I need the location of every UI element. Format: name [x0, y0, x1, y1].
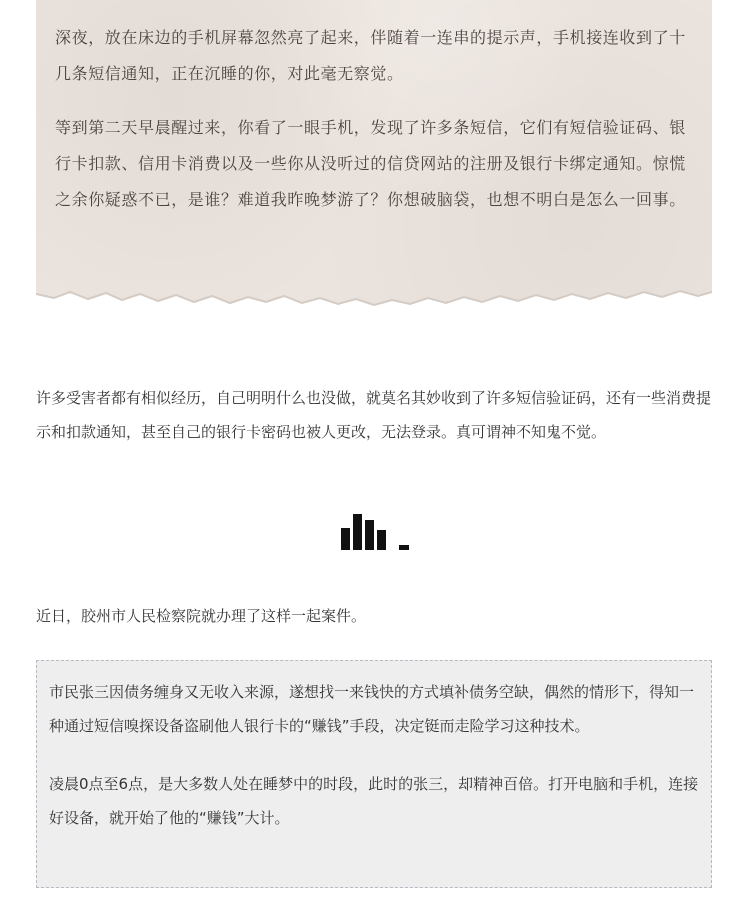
- quote-paragraph: 市民张三因债务缠身又无收入来源，遂想找一来钱快的方式填补债务空缺，偶然的情形下，得知一种通过短信嗅探设备盗刷他人银行卡的“赚钱”手段，决定铤而走险学习这种技术。: [49, 683, 695, 735]
- quote-paragraph: 凌晨0点至6点，是大多数人处在睡梦中的时段，此时的张三，却精神百倍。打开电脑和手机，连接好设备，就开始了他的“赚钱”大计。: [49, 775, 699, 827]
- case-quote-box: [36, 660, 712, 888]
- paper-paragraph: 深夜，放在床边的手机屏幕忽然亮了起来，伴随着一连串的提示声，手机接连收到了十几条短信通知，正在沉睡的你，对此毫无察觉。: [55, 28, 686, 83]
- intro-paragraph: 许多受害者都有相似经历，自己明明什么也没做，就莫名其妙收到了许多短信验证码，还有一些消费提示和扣款通知，甚至自己的银行卡密码也被人更改，无法登录。真可谓神不知鬼不觉。: [36, 389, 712, 441]
- case-intro-paragraph: 近日，胶州市人民检察院就办理了这样一起案件。: [36, 607, 367, 625]
- paper-paragraph: 等到第二天早晨醒过来，你看了一眼手机，发现了许多条短信，它们有短信验证码、银行卡扣款、信用卡消费以及一些你从没听过的信贷网站的注册及银行卡绑定通知。惊慌之余你疑惑不已，是谁？难道我昨晚梦游了？你想破脑袋，也想不明白是怎么一回事。: [55, 118, 686, 209]
- torn-paper-card: [36, 0, 712, 320]
- paper-card-text: [55, 20, 697, 236]
- sound-bars-icon: [341, 514, 409, 550]
- torn-edge-decoration: [36, 272, 712, 320]
